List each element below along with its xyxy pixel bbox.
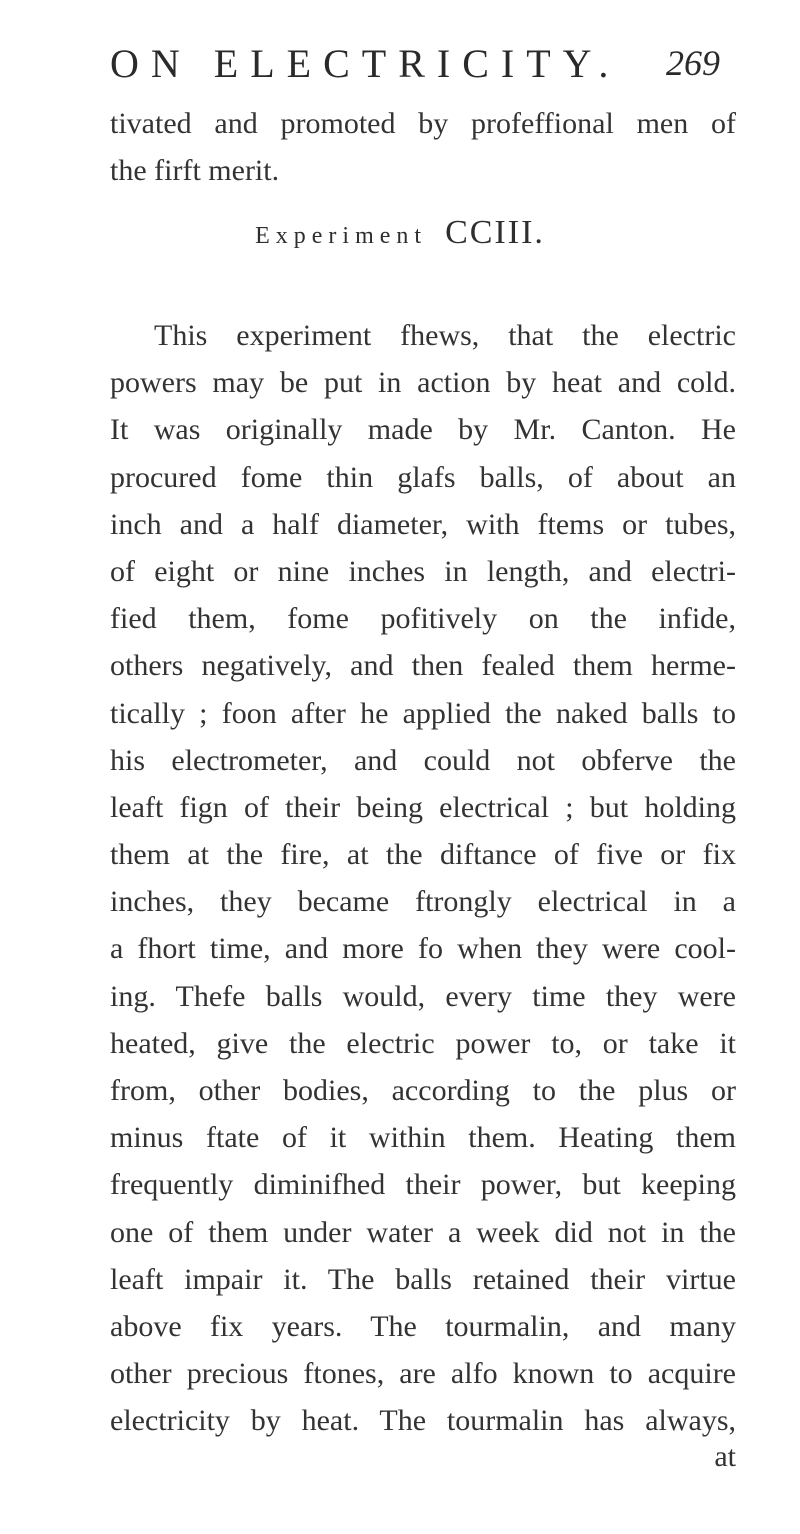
text-line: tically ; foon after he applied the naked balls to	[110, 696, 736, 730]
catchword: at	[714, 1440, 736, 1473]
text-line: frequently diminifhed their power, but keeping	[110, 1168, 736, 1202]
text-line: It was originally made by Mr. Canton. He	[110, 413, 736, 447]
text-line: leaft impair it. The balls retained their virtue	[110, 1262, 736, 1296]
running-header	[110, 40, 720, 92]
text-line: from, other bodies, according to the plus or	[110, 1074, 736, 1107]
text-line: his electrometer, and could not obferve the	[110, 743, 736, 777]
body-paragraph	[110, 312, 736, 1445]
running-title: ON ELECTRICITY.	[110, 41, 621, 86]
text-line: heated, give the electric power to, or take it	[110, 1026, 736, 1060]
page-number: 269	[666, 43, 720, 83]
text-line: This experiment fhews, that the electric	[154, 319, 736, 352]
text-line: procured fome thin glafs balls, of about an	[110, 460, 736, 494]
text-line: others negatively, and then fealed them herme-	[110, 649, 736, 683]
text-line: one of them under water a week did not in the	[110, 1215, 736, 1249]
text-line: inches, they became ftrongly electrical in a	[110, 885, 736, 919]
intro-paragraph	[110, 100, 736, 194]
text-line: above fix years. The tourmalin, and many	[110, 1309, 736, 1343]
text-line: minus ftate of it within them. Heating them	[110, 1121, 736, 1155]
text-line: powers may be put in action by heat and cold.	[110, 366, 736, 400]
text-line: the firft merit.	[110, 154, 280, 188]
text-line: tivated and promoted by profeffional men of	[110, 107, 736, 140]
text-line: electricity by heat. The tourmalin has always,	[110, 1404, 736, 1438]
experiment-heading-label: Experiment	[255, 223, 428, 249]
text-line: other precious ftones, are alfo known to acquire	[110, 1357, 736, 1391]
text-line: ing. Thefe balls would, every time they were	[110, 979, 736, 1013]
text-line: leaft fign of their being electrical ; but holding	[110, 790, 736, 824]
text-line: a fhort time, and more fo when they were cool-	[110, 932, 736, 966]
text-line: of eight or nine inches in length, and electri-	[110, 554, 736, 588]
text-line: fied them, fome pofitively on the infide,	[110, 602, 736, 636]
experiment-heading-numeral: CCIII.	[445, 214, 545, 251]
text-line: inch and a half diameter, with ftems or tubes,	[110, 507, 736, 541]
experiment-heading	[0, 214, 800, 252]
text-line: them at the fire, at the diftance of five or fix	[110, 838, 736, 872]
